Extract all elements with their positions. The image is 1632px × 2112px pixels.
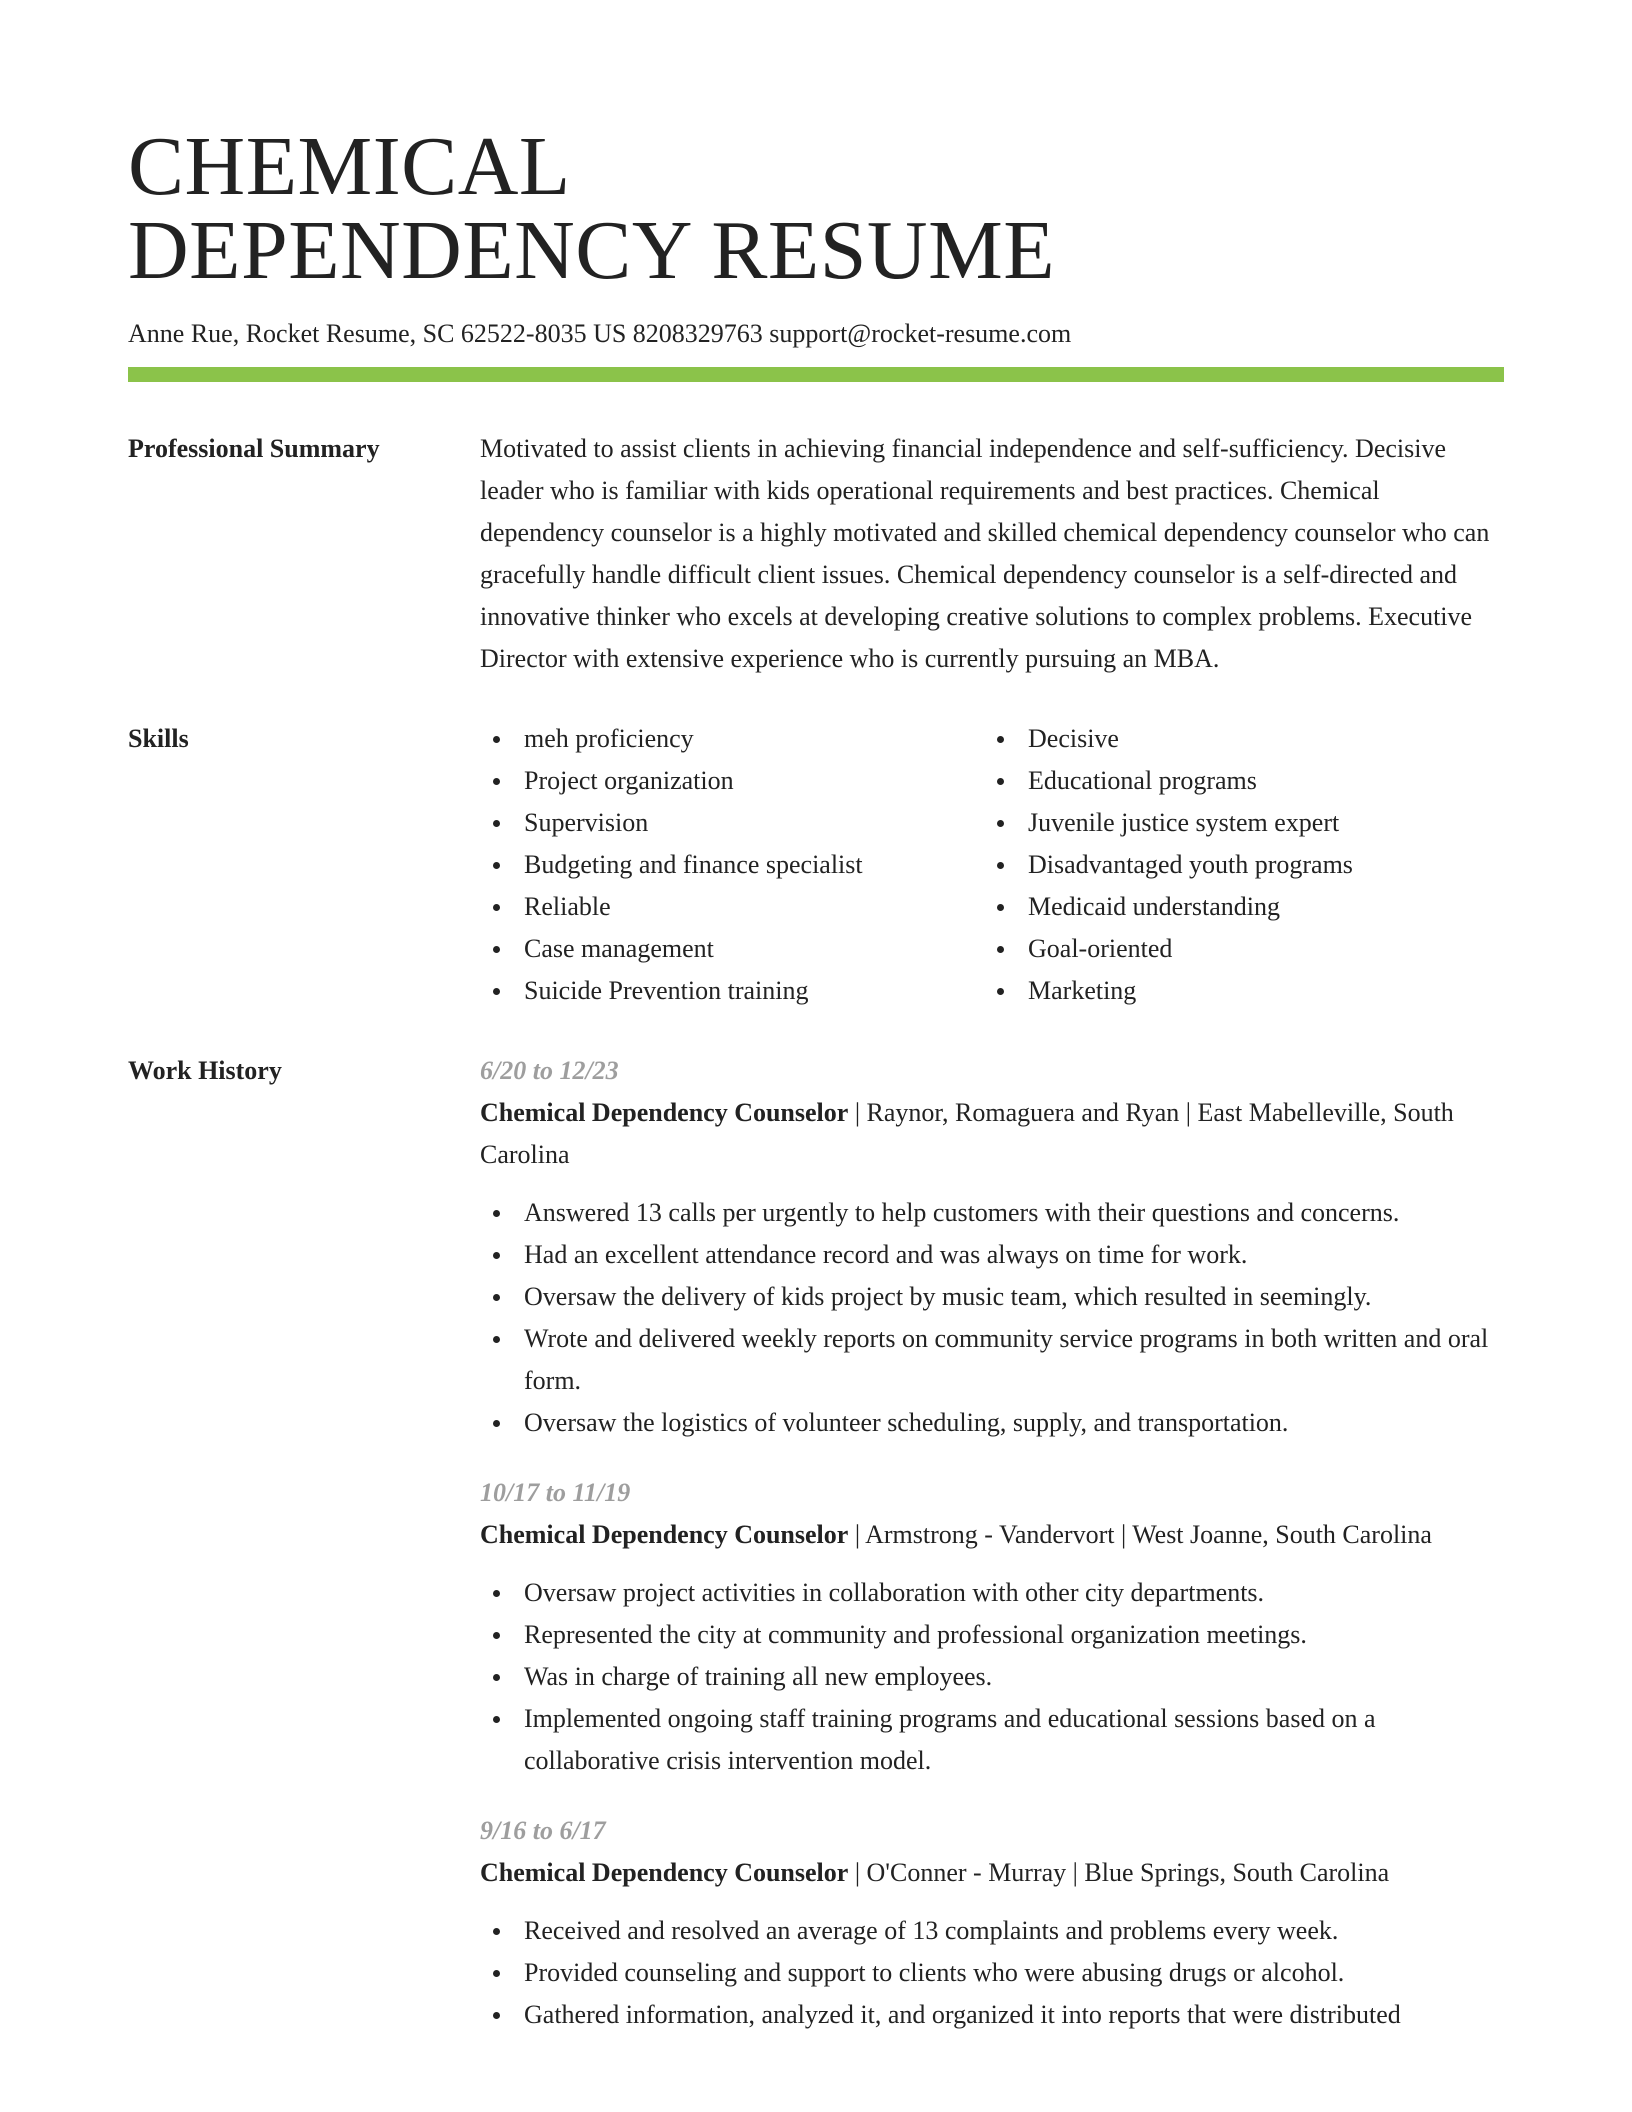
job-bullet: Gathered information, analyzed it, and organized it into reports that were distributed — [480, 1994, 1504, 2036]
job-bullets — [480, 1192, 1504, 1444]
summary-body — [480, 432, 1504, 680]
summary-text: Motivated to assist clients in achieving financial independence and self-sufficiency. Decisive leader who is familiar with kids operational requirements and best practices. Chemical dependency counselor is a highly motivated and skilled chemical dependency counselor who can gracefully handle difficult client issues. Chemical dependency counselor is a self-directed and innovative thinker who excels at developing creative solutions to complex problems. Executive Director with extensive experience who is currently pursuing an MBA. — [480, 434, 1490, 673]
skill-item: Project organization — [480, 760, 984, 802]
job-details: | O'Conner - Murray | Blue Springs, South Carolina — [848, 1858, 1390, 1887]
skill-item: Case management — [480, 928, 984, 970]
resume-page — [128, 120, 1504, 2068]
job-bullet: Received and resolved an average of 13 complaints and problems every week. — [480, 1910, 1504, 1952]
job-entry — [480, 1472, 1504, 1782]
skill-item: Supervision — [480, 802, 984, 844]
skills-body — [480, 722, 1504, 1012]
skill-item: Suicide Prevention training — [480, 970, 984, 1012]
job-bullet: Implemented ongoing staff training programs and educational sessions based on a collaborative crisis intervention model. — [480, 1698, 1504, 1782]
job-entry — [480, 1050, 1504, 1444]
job-bullet: Oversaw the logistics of volunteer scheduling, supply, and transportation. — [480, 1402, 1504, 1444]
section-label-work: Work History — [128, 1056, 282, 1085]
skill-item: meh proficiency — [480, 718, 984, 760]
resume-title — [128, 120, 1504, 297]
job-entry — [480, 1810, 1504, 2036]
contact-line: Anne Rue, Rocket Resume, SC 62522-8035 US 8208329763 support@rocket-resume.com — [128, 319, 1072, 348]
skill-item: Reliable — [480, 886, 984, 928]
job-dates: 6/20 to 12/23 — [480, 1056, 619, 1085]
job-bullet: Oversaw the delivery of kids project by music team, which resulted in seemingly. — [480, 1276, 1504, 1318]
job-bullet: Wrote and delivered weekly reports on community service programs in both written and oral form. — [480, 1318, 1504, 1402]
work-body — [480, 1054, 1504, 2068]
job-bullet: Oversaw project activities in collaboration with other city departments. — [480, 1572, 1504, 1614]
job-details: | Armstrong - Vandervort | West Joanne, South Carolina — [848, 1520, 1432, 1549]
job-dates: 10/17 to 11/19 — [480, 1478, 631, 1507]
skills-column-1 — [480, 718, 984, 1012]
job-bullet: Provided counseling and support to clients who were abusing drugs or alcohol. — [480, 1952, 1504, 1994]
skill-item: Goal-oriented — [984, 928, 1488, 970]
job-bullets — [480, 1910, 1504, 2036]
job-heading — [480, 1514, 1504, 1556]
professional-summary-section — [128, 432, 1504, 680]
job-bullet: Had an excellent attendance record and was always on time for work. — [480, 1234, 1504, 1276]
job-details: | Raynor, Romaguera and Ryan | East Mabelleville, South Carolina — [480, 1098, 1454, 1169]
skill-item: Decisive — [984, 718, 1488, 760]
job-heading — [480, 1852, 1504, 1894]
skill-item: Marketing — [984, 970, 1488, 1012]
work-history-section — [128, 1054, 1504, 2068]
job-bullet: Represented the city at community and professional organization meetings. — [480, 1614, 1504, 1656]
accent-divider — [128, 367, 1504, 382]
job-bullet: Answered 13 calls per urgently to help customers with their questions and concerns. — [480, 1192, 1504, 1234]
job-bullet: Was in charge of training all new employees. — [480, 1656, 1504, 1698]
skill-item: Educational programs — [984, 760, 1488, 802]
skills-section — [128, 722, 1504, 1012]
skills-column-2 — [984, 718, 1488, 1012]
job-title: Chemical Dependency Counselor — [480, 1098, 849, 1127]
title-line-1: CHEMICAL — [128, 120, 571, 213]
section-label-skills: Skills — [128, 724, 189, 753]
job-heading — [480, 1092, 1504, 1176]
skills-columns — [480, 718, 1504, 1012]
skill-item: Medicaid understanding — [984, 886, 1488, 928]
job-title: Chemical Dependency Counselor — [480, 1858, 849, 1887]
job-dates: 9/16 to 6/17 — [480, 1816, 606, 1845]
skill-item: Juvenile justice system expert — [984, 802, 1488, 844]
job-title: Chemical Dependency Counselor — [480, 1520, 849, 1549]
job-bullets — [480, 1572, 1504, 1782]
title-line-2: DEPENDENCY RESUME — [128, 204, 1056, 297]
skill-item: Disadvantaged youth programs — [984, 844, 1488, 886]
skill-item: Budgeting and finance specialist — [480, 844, 984, 886]
section-label-summary: Professional Summary — [128, 434, 380, 463]
